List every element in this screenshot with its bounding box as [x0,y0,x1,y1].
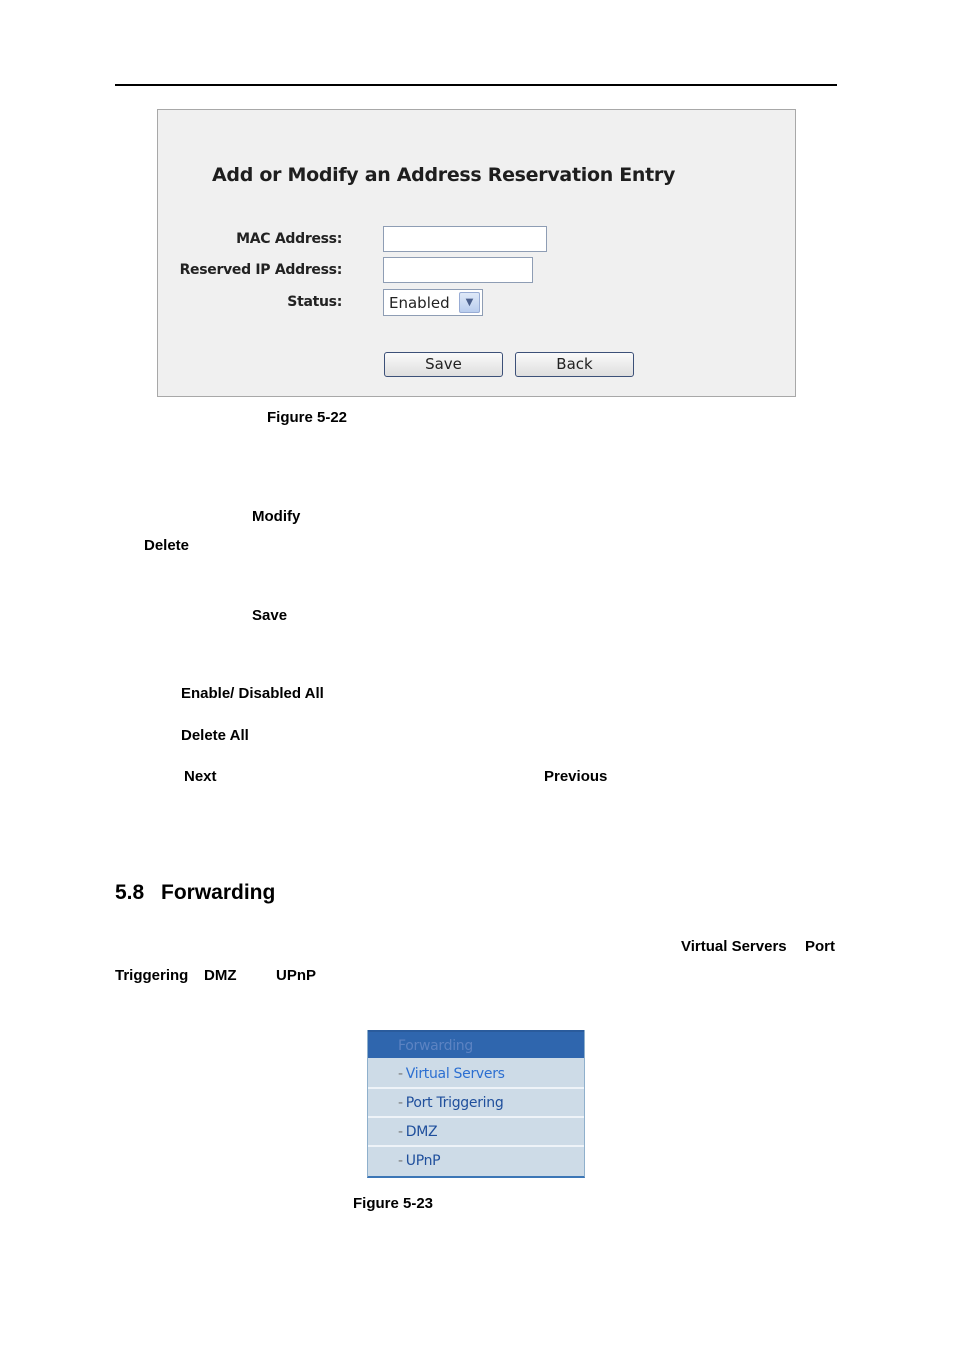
term-delete-all: Delete All [181,727,249,744]
section-heading [115,881,275,905]
menu-item-port-triggering[interactable]: - Port Triggering [368,1089,584,1118]
menu-item-label: Port Triggering [405,1095,504,1111]
term-next: Next [184,768,217,785]
form-title: Add or Modify an Address Reservation Entry [212,164,676,186]
figure-5-22-caption: Figure 5-22 [267,409,348,426]
save-button[interactable]: Save [384,352,503,377]
term-virtual-servers: Virtual Servers [681,938,787,955]
menu-header-forwarding[interactable]: Forwarding [368,1030,584,1058]
menu-item-upnp[interactable]: - UPnP [398,1153,441,1169]
menu-item-label: UPnP [405,1153,441,1169]
address-reservation-form [157,109,796,397]
status-label: Status: [287,294,342,310]
term-enable-disable-all: Enable/ Disabled All [181,685,324,702]
term-save: Save [252,607,288,624]
section-number: 5.8 [115,881,145,904]
reserved-ip-label: Reserved IP Address: [179,262,342,278]
term-delete: Delete [144,537,190,554]
term-triggering: Triggering [115,967,189,984]
term-upnp: UPnP [276,967,317,984]
term-previous: Previous [544,768,608,785]
term-port: Port [805,938,835,955]
reserved-ip-input[interactable] [383,257,533,283]
menu-item-dmz[interactable]: - DMZ [368,1118,584,1147]
section-title: Forwarding [161,881,276,904]
term-modify: Modify [252,508,301,525]
term-dmz: DMZ [204,967,237,984]
figure-5-23-caption: Figure 5-23 [353,1195,434,1212]
forwarding-menu [367,1030,585,1178]
menu-item-virtual-servers[interactable]: - Virtual Servers [368,1060,584,1089]
header-rule [115,84,837,86]
status-value: Enabled [389,294,450,312]
mac-address-label: MAC Address: [236,231,342,247]
menu-item-label: Virtual Servers [405,1066,505,1082]
status-select[interactable] [383,289,483,316]
chevron-down-icon[interactable]: ▼ [459,292,480,313]
mac-address-input[interactable] [383,226,547,252]
menu-item-label: DMZ [405,1124,438,1140]
back-button[interactable]: Back [515,352,634,377]
